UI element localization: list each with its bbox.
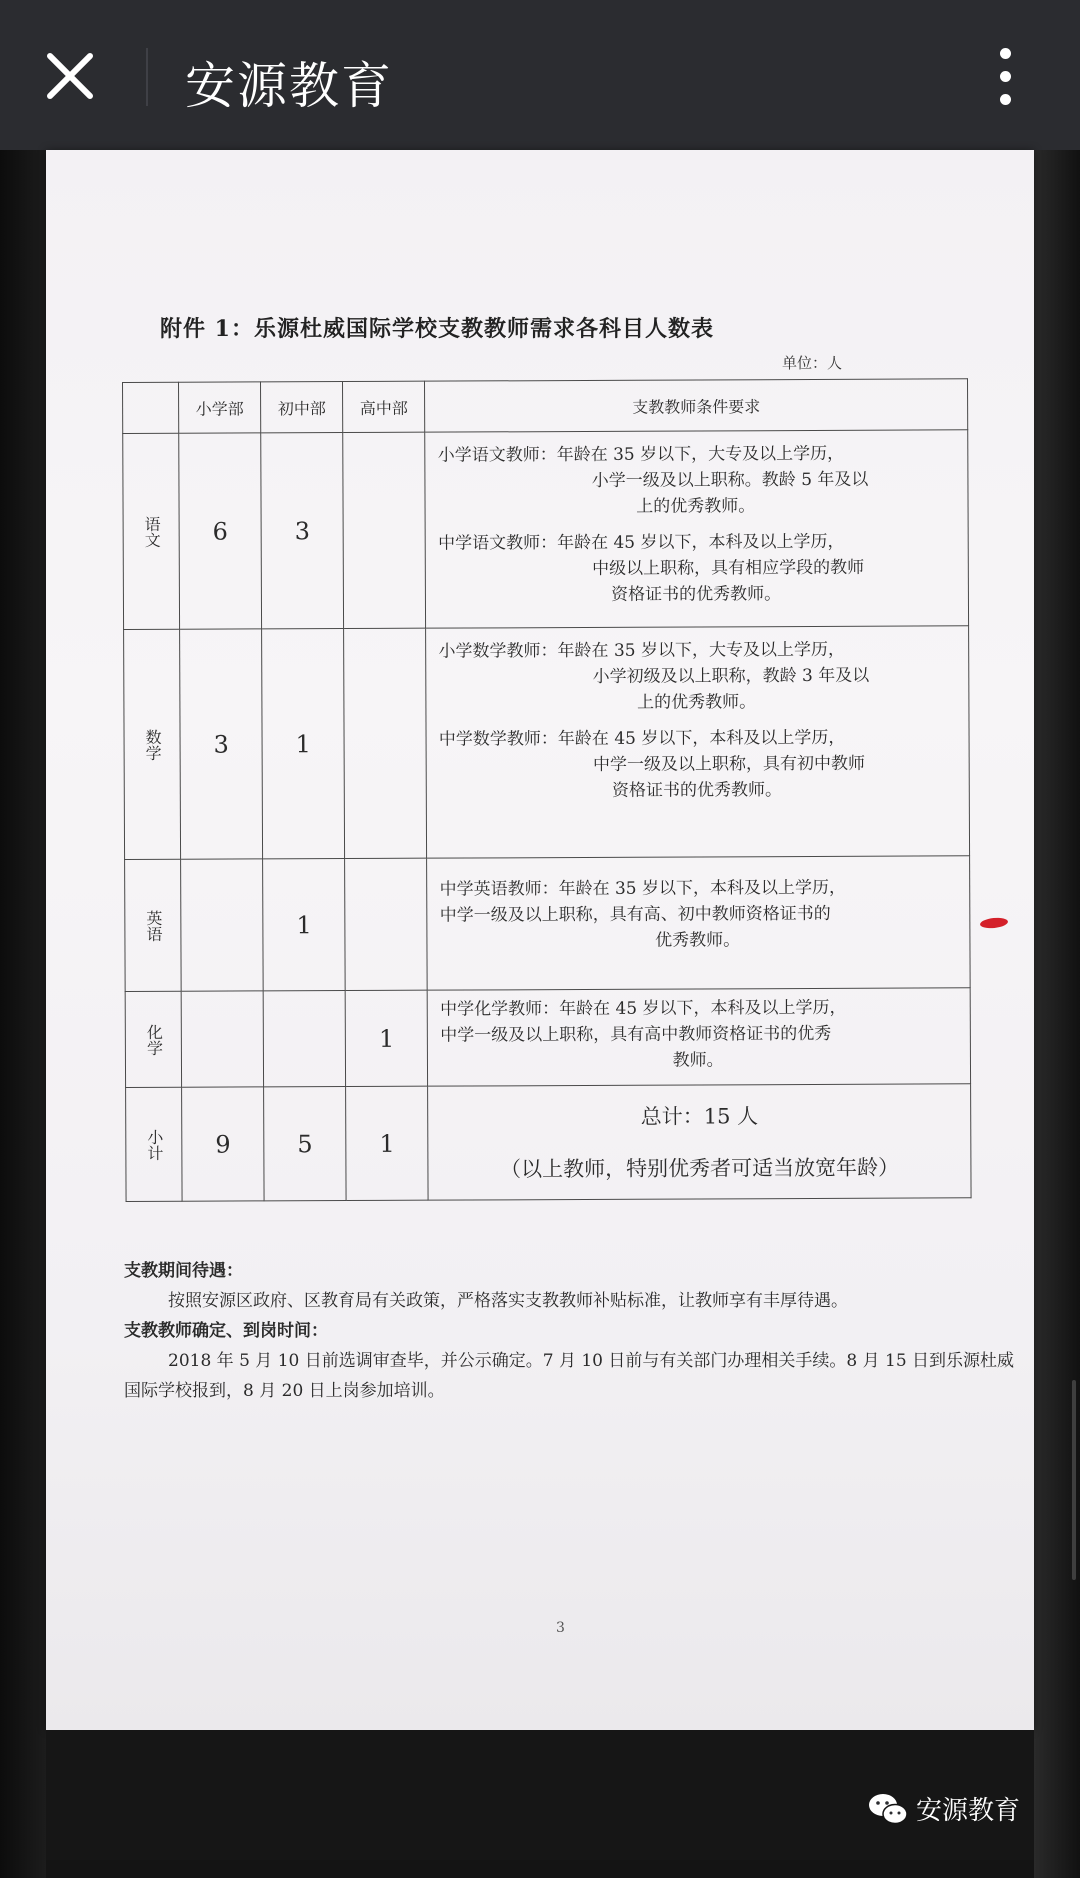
- requirement-line: 年龄在 35 岁以下，本科及以上学历，: [558, 877, 847, 900]
- total-note: （以上教师，特别优秀者可适当放宽年龄）: [500, 1155, 900, 1181]
- document-notes: [124, 1256, 1024, 1406]
- requirement-line: 年龄在 35 岁以下，大专及以上学历，: [557, 639, 846, 662]
- page-number: 3: [556, 1620, 565, 1636]
- requirement-label: 中学语文教师：: [438, 533, 558, 554]
- count-primary: [181, 859, 264, 991]
- count-high: [343, 432, 426, 628]
- subject-chinese: 语文: [142, 515, 162, 548]
- table-row: [123, 430, 969, 630]
- count-middle: 3: [261, 433, 344, 629]
- requirement-line: 教师。: [672, 1050, 724, 1071]
- subtotal-primary: 9: [182, 1087, 265, 1201]
- requirements-cell: [427, 856, 970, 990]
- count-primary: [181, 991, 264, 1087]
- table-row: [125, 988, 970, 1088]
- requirement-line: 年龄在 45 岁以下，本科及以上学历，: [557, 727, 846, 750]
- requirement-line: 上的优秀教师。: [637, 692, 757, 713]
- subtotal-middle: 5: [264, 1087, 347, 1201]
- requirement-item: [438, 440, 954, 520]
- header-primary: 小学部: [179, 382, 261, 433]
- subject-math: 数学: [143, 728, 163, 761]
- scrollbar[interactable]: [1072, 1380, 1076, 1580]
- section-body: 按照安源区政府、区教育局有关政策，严格落实支教教师补贴标准，让教师享有丰厚待遇。: [168, 1291, 848, 1311]
- requirement-label: 中学化学教师：: [440, 999, 560, 1020]
- subject-chemistry: 化学: [144, 1023, 164, 1056]
- requirement-item: [440, 874, 956, 954]
- more-options-button[interactable]: [990, 48, 1020, 110]
- table-row: [125, 856, 971, 992]
- bar-divider: [146, 48, 148, 106]
- section-body: 2018 年 5 月 10 日前选调审查毕，并公示确定。7 月 10 日前与有关部门办理相关手续。8 月 15 日到乐源杜威国际学校报到，8 月 20 日上岗参加培训。: [124, 1351, 1015, 1401]
- photo-right-edge: [1034, 150, 1080, 1878]
- count-high: [345, 858, 428, 990]
- count-high: [344, 628, 427, 858]
- unit-label: 单位：人: [782, 354, 843, 372]
- section-heading: 支教期间待遇：: [124, 1261, 243, 1281]
- requirement-line: 年龄在 45 岁以下，本科及以上学历，: [559, 997, 847, 1020]
- subtotal-high: 1: [346, 1086, 429, 1200]
- requirement-line: 小学初级及以上职称，教龄 3 年及以: [592, 665, 870, 687]
- watermark: [868, 1790, 1020, 1827]
- requirement-label: 小学数学教师：: [438, 641, 558, 662]
- subject-english: 英语: [143, 909, 163, 942]
- requirement-line: 中级以上职称，具有相应学段的教师: [592, 557, 865, 579]
- count-primary: 6: [179, 433, 262, 629]
- photo-left-edge: [0, 150, 46, 1878]
- app-title: 安源教育: [185, 57, 393, 115]
- requirement-line: 上的优秀教师。: [636, 496, 756, 517]
- requirement-item: [438, 528, 954, 608]
- requirement-label: 中学数学教师：: [438, 729, 558, 750]
- header-middle: 初中部: [261, 382, 343, 433]
- requirement-line: 中学一级及以上职称，具有高、初中教师资格证书的: [439, 903, 831, 926]
- count-primary: 3: [180, 629, 263, 859]
- count-middle: [263, 991, 346, 1087]
- requirements-table: [122, 378, 972, 1202]
- requirements-cell: [426, 626, 970, 858]
- requirement-line: 资格证书的优秀教师。: [611, 780, 783, 801]
- header-blank: [123, 382, 179, 433]
- count-middle: 1: [263, 859, 346, 991]
- table-header-row: [123, 379, 968, 434]
- requirement-line: 年龄在 35 岁以下，大专及以上学历，: [556, 443, 845, 466]
- requirement-label: 中学英语教师：: [439, 879, 559, 900]
- requirements-cell: [428, 988, 971, 1086]
- total-cell: [428, 1084, 971, 1200]
- count-middle: 1: [262, 629, 345, 859]
- requirement-line: 小学一级及以上职称。教龄 5 年及以: [591, 469, 869, 491]
- table-row: [124, 626, 970, 860]
- requirement-line: 资格证书的优秀教师。: [611, 584, 782, 605]
- close-button[interactable]: [40, 46, 100, 106]
- subtotal-label: 小计: [144, 1128, 164, 1161]
- watermark-text: 安源教育: [915, 1796, 1020, 1826]
- wechat-icon: [868, 1792, 908, 1826]
- requirement-label: 小学语文教师：: [437, 445, 557, 466]
- header-requirements: 支教教师条件要求: [425, 379, 968, 432]
- header-high: 高中部: [343, 381, 425, 432]
- requirement-item: [440, 994, 956, 1074]
- requirement-line: 中学一级及以上职称，具有高中教师资格证书的优秀: [440, 1023, 832, 1046]
- requirement-line: 优秀教师。: [655, 930, 741, 951]
- requirements-cell: [425, 430, 969, 628]
- count-high: 1: [345, 990, 428, 1086]
- requirement-item: [438, 636, 954, 716]
- section-heading: 支教教师确定、到岗时间：: [124, 1321, 328, 1341]
- grand-total: 总计：15 人: [640, 1103, 759, 1129]
- document-title: 附件 1：乐源杜威国际学校支教教师需求各科目人数表: [160, 316, 714, 342]
- requirement-line: 年龄在 45 岁以下，本科及以上学历，: [557, 531, 845, 554]
- requirement-item: [439, 724, 955, 804]
- more-vertical-icon: [990, 48, 1020, 105]
- subtotal-row: [126, 1084, 971, 1202]
- close-icon: [40, 46, 100, 106]
- requirement-line: 中学一级及以上职称，具有初中教师: [592, 753, 866, 775]
- top-navigation-bar: [0, 0, 1080, 150]
